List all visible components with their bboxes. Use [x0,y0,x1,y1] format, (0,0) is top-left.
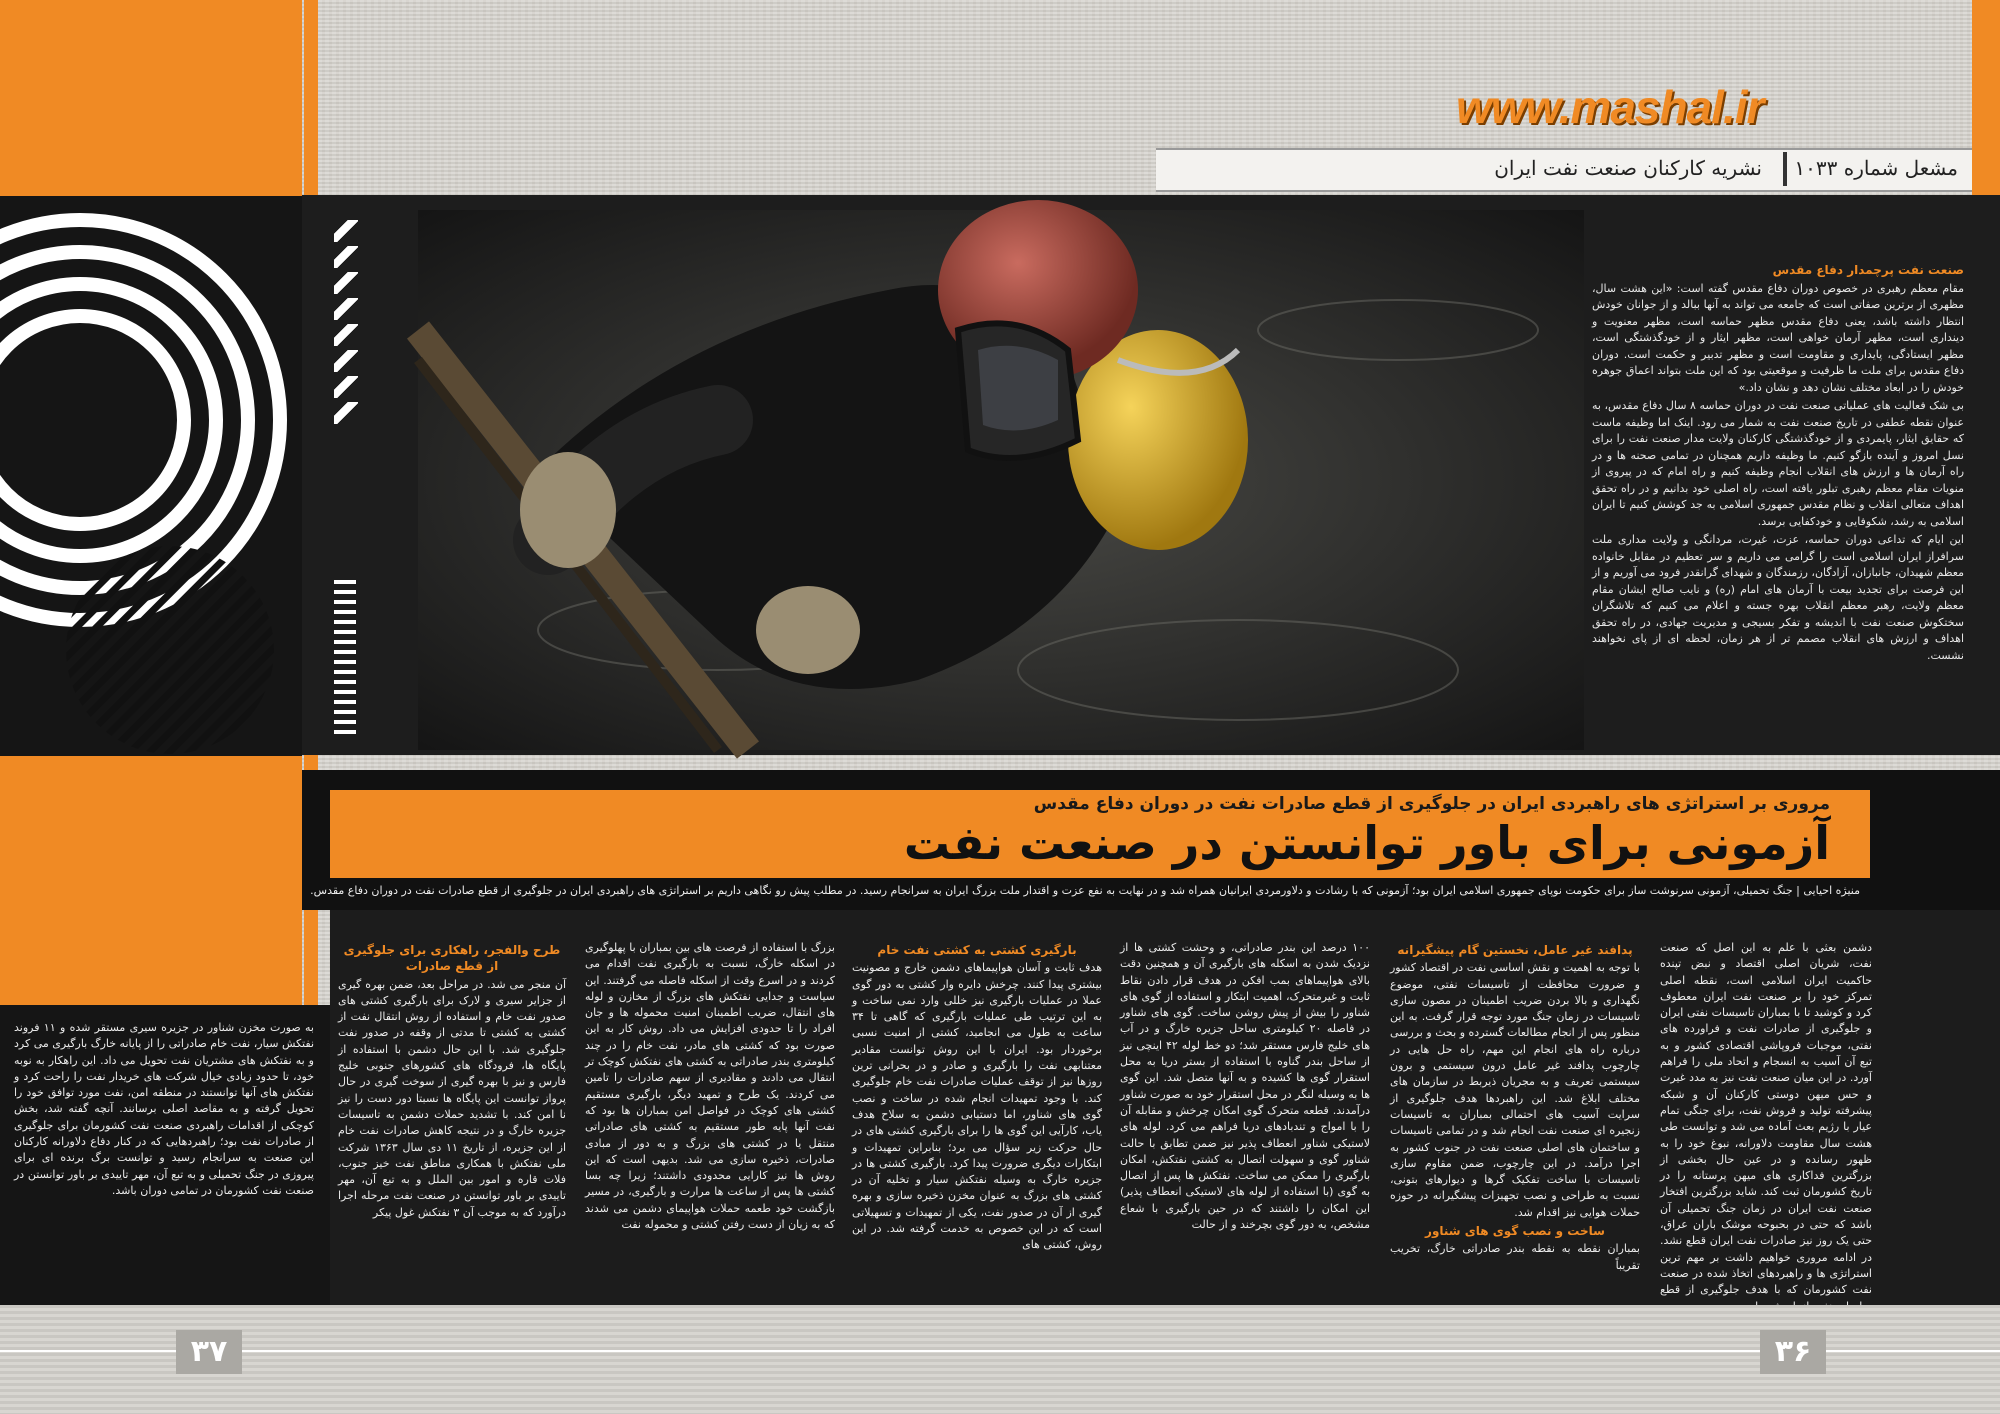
article-column [852,940,1102,1305]
diver-photo [418,210,1584,750]
sidebar-heading: صنعت نفت پرچمدار دفاع مقدس [1772,263,1964,277]
column-text: ۱۰۰ درصد این بندر صادراتی، و وحشت کشتی ها از نزدیک شدن به اسکله های بارگیری آن و همچنین دقت بالای هواپیماهای بمب افکن در هدف قرار دادن نقاط ثابت و غیرمتحرک، اهمیت ابتکار و استفاده از گوی های شناور را بیش از پیش روشن ساخت. گوی های شناور در فاصله ۲۰ کیلومتری ساحل جزیره خارگ و در آب های خلیج فارس مستقر شد؛ دو خط لوله ۴۲ اینچی نیز از ساحل بندر گناوه با استفاده از بستر دریا به محل استقرار گوی ها کشیده و به آنها متصل شد. این گوی ها به وسیله لنگر در محل استقرار خود به صورت شناور درآمدند. قطعه متحرک گوی امکان چرخش و مقابله آن را با امواج و تندبادهای دریا فراهم می کرد. لوله های لاستیکی شناور انعطاف پذیر نیز ضمن تطابق با حالت شناور گوی و سهولت اتصال به کشتی نفتکش، امکان بارگیری را ممکن می ساخت. نفتکش ها پس از اتصال به گوی (با استفاده از لوله های لاستیکی انعطاف پذیر) این امکان را داشتند که در حین بارگیری با شعاع مشخص، به دور گوی بچرخند و از حالت [1120,941,1371,1232]
issue-header [1156,148,1972,192]
sidebar-paragraph: مقام معظم رهبری در خصوص دوران دفاع مقدس گفته است: «این هشت سال، مظهری از برترین صفاتی است که جامعه می تواند به آنها ببالد و از جوانان خودش انتظار داشته باشد، یعنی دفاع مقدس مظهر حماسه است، مظهر معنویت و دینداری است، مظهر آرمان خواهی است، مظهر ایثار و از خودگذشتگی است، مظهر ایستادگی، پایداری و مقاومت است و مظهر تدبیر و حکمت است. دوران دفاع مقدس برای ملت ما ظرفیت و موقعیتی بود که این ملت بتواند اعماق جوهره خودش را در ابعاد مختلف نشان دهد و نشان داد.» [1592,281,1964,394]
column-text: با توجه به اهمیت و نقش اساسی نفت در اقتصاد کشور و ضرورت محافظت از تاسیسات نفتی، موضوع نگهداری و بالا بردن ضریب اطمینان در مصون سازی تاسیسات در زمان جنگ مورد توجه قرار گرفت. به این منظور پس از انجام مطالعات گسترده و بحث و بررسی درباره راه های انجام این مهم، راه حل هایی در چارچوب پدافند غیر عامل درون سیستمی و برون سیستمی تعریف و به مجریان ذیربط در سازمان های مختلف ابلاغ شد. این راهبردها هدف جلوگیری از سرایت آسیب های احتمالی بمباران به تاسیسات زنجیره ای صنعت نفت انجام شد و در تمامی تاسیسات و ساختمان های اصلی صنعت نفت در جنوب کشور به اجرا درآمد. در این چارچوب، ضمن مقاوم سازی تاسیسات با ساخت تفکیک گرها و دیوارهای بتونی، نسبت به طراحی و نصب تجهیزات پیشگیرانه در حوزه حملات هوایی نیز اقدام شد. [1390,961,1640,1219]
article-lead: منیژه احیایی | جنگ تحمیلی، آزمونی سرنوشت ساز برای حکومت نوپای جمهوری اسلامی ایران بود؛ آزمونی که با رشادت و دلاورمردی ایرانیان همراه شد و در نهایت به نفع عزت و اقتدار ملت بزرگ ایران به سرانجام رسید. در مطلب پیش رو نگاهی داریم بر استراتژی های راهبردی ایران در جلوگیری از قطع صادرات نفت در دوران دفاع مقدس. [310,884,1860,897]
publication-title: نشریه کارکنان صنعت نفت ایران [1494,156,1762,180]
sidebar-paragraph: بی شک فعالیت های عملیاتی صنعت نفت در دوران حماسه ۸ سال دفاع مقدس، به عنوان نقطه عطفی در تاریخ صنعت نفت به شمار می رود. اینک اما وظیفه ماست که حقایق ایثار، پایمردی و از خودگذشتگی کارکنان ولایت مدار صنعت نفت را برای نسل امروز و آینده بازگو کنیم. ما وظیفه داریم همچنان در تمامی صحنه ها و در راه آرمان ها و ارزش های انقلاب انجام وظیفه کنیم و راه امام که در پیروی از منویات مقام معظم رهبری تبلور یافته است، راه اصلی خود بدانیم و در راه تحقق اهداف متعالی انقلاب و نظام مقدس جمهوری اسلامی به جد کوشش کنیم تا ایران اسلامی به رشد، شکوفایی و خودکفایی برسد. [1592,399,1964,528]
column-text: بمباران نقطه به نقطه بندر صادراتی خارگ، تخریب تقریباً [1390,1242,1640,1272]
article-column [1390,940,1640,1305]
sidebar-article [1592,262,1964,752]
article-column [1120,940,1370,1305]
striped-circle-decoration [60,540,280,760]
header-divider [1783,152,1787,186]
page-number-left: ۳۷ [176,1330,242,1374]
footer-strip [0,1305,2000,1414]
column-text: به صورت مخزن شناور در جزیره سیری مستقر شده و ۱۱ فروند نفتکش سیار، نفت خام صادراتی را از پایانه خارگ بارگیری می کرد و به نفتکش های مشتریان نفت تحویل می داد. این راهکار به نوبه خود، تا حدود زیادی خیال شرکت های خریدار نفت را راحت کرد و نفتکش های آنها توانستند در منطقه امن، نفت مورد توافق خود را تحویل گرفته و به مقاصد اصلی برسانند. آنچه گفته شد، بخش کوچکی از اقدامات راهبردی صنعت نفت کشورمان برای جلوگیری از صادرات نفت بود؛ راهبردهایی که در کنار دفاع دلاورانه کارکنان این صنعت به سرانجام رسید و توانست برگ برنده ای برای پیروزی در جنگ تحمیلی و به تبع آن، مهر تاییدی بر باور توانستن در صنعت نفت کشورمان در تمامی دوران باشد. [14,1021,314,1197]
footer-line [242,1350,1760,1352]
column-text: بزرگ با استفاده از فرصت های بین بمباران با پهلوگیری در اسکله خارگ، نسبت به بارگیری نفت اقدام می کردند و در اسرع وقت از اسکله فاصله می گرفتند. این سیاست و جدایی نفتکش های بزرگ از مخازن و لوله های انتقال، ضریب اطمینان امنیت محموله ها و جان افراد را تا حدودی افزایش می داد. روش کار به این صورت بود که کشتی های مادر، نفت خام را در چند کیلومتری بندر صادراتی به کشتی های نفتکش کوچک تر انتقال می دادند و مقادیری از سهم صادرات را تامین می کردند. یک طرح و تمهید دیگر، بارگیری مستقیم کشتی های کوچک در فواصل امن بمباران ها بود که نفت آنها پایه طور مستقیم به کشتی های صادراتی منتقل یا در کشتی های بزرگ و به دور از مبادی صادرات، ذخیره سازی می شد. بدیهی است که این روش ها نیز کارایی محدودی داشتند؛ زیرا چه بسا کشتی ها پس از ساعت ها مرارت و بارگیری، در مسیر بازگشت خود طعمه حملات هواپیمای دشمن می شدند که به زیان از دست رفتن کشتی و محموله نفت [585,941,835,1232]
chevron-decoration [334,220,358,428]
bar-decoration [334,580,356,740]
issue-number: مشعل شماره ۱۰۳۳ [1794,156,1958,180]
site-url[interactable]: www.mashal.ir [1456,81,1764,133]
article-kicker: مروری بر استراتژی های راهبردی ایران در جلوگیری از قطع صادرات نفت در دوران دفاع مقدس [1033,794,1830,814]
footer-line [0,1350,176,1352]
sidebar-paragraph: این ایام که تداعی دوران حماسه، عزت، غیرت، مردانگی و ولایت مداری ملت سرافراز ایران اسلامی است را گرامی می داریم و سر تعظیم در مقابل خانواده معظم شهیدان، جانبازان، آزادگان، رزمندگان و شهدای گرانقدر فرود می آوریم و از این فرصت برای تجدید بیعت با آرمان های امام (ره) و نایب صالح ایشان مقام معظم ولایت، رهبر معظم انقلاب بهره جسته و اعلام می کنیم که تلاشگران سختکوش صنعت نفت با اندیشه و تفکر بسیجی و مدیریت جهادی، در راه تحقق اهداف و ارزش های انقلاب مصمم تر از هر زمان، لحظه ای از پای نخواهند نشست. [1592,533,1964,662]
article-body [0,920,2000,1305]
column-text: هدف ثابت و آسان هواپیماهای دشمن خارج و مصونیت بیشتری پیدا کنند. چرخش دایره وار کشتی به دور گوی عملا در عملیات بارگیری نیز خللی وارد نمی ساخت و به این ترتیب طی عملیات بارگیری که گاهی تا ۳۴ ساعت به طول می انجامید، کشتی از امنیت نسبی برخوردار بود. ایران با این روش توانست مقادیر معتنابهی نفت را بارگیری و صادر و در بحرانی ترین روزها نیز از توقف عملیات صادرات نفت خام جلوگیری کند. با وجود تمهیدات انجام شده در ساخت و نصب گوی های شناور، اما دستیابی دشمن به سلاح هدف یاب، کارآیی این گوی ها را برای بارگیری کشتی های در حال حرکت زیر سؤال می برد؛ بنابراین تمهیدات و ابتکارات دیگری ضرورت پیدا کرد. بارگیری کشتی ها در جزیره خارگ به وسیله نفتکش سیار و تخلیه آن در کشتی های بزرگ به عنوان مخزن ذخیره سازی و بهره گیری از آن در صدور نفت، یکی از تمهیدات و تسهیلاتی است که در این خصوص به خدمت گرفته شد. در این روش، کشتی های [852,961,1102,1252]
article-headline: آزمونی برای باور توانستن در صنعت نفت [903,816,1830,870]
title-band [330,790,1870,878]
column-heading: بارگیری کشتی به کشتی نفت خام [877,943,1077,957]
footer-line [1826,1350,2000,1352]
diver-icon [418,210,1584,750]
column-heading: پدافند غیر عامل، نخستین گام پیشگیرانه [1397,943,1633,957]
column-text: دشمن بعثی با علم به این اصل که صنعت نفت، شریان اصلی اقتصاد و نبض تپنده حاکمیت ایران اسلامی است، نقطه اصلی تمرکز خود را بر صنعت نفت ایران معطوف کرد و کوشید تا با بمباران تاسیسات نفتی ایران و جلوگیری از صادرات نفت و فراورده های نفتی، موجبات فروپاشی اقتصادی کشور و به تبع آن آسیب به انسجام و اتحاد ملی را فراهم آورد. در این میان صنعت نفت نیز به مدد غیرت و حس میهن دوستی کارکنان آن و شبکه پیشرفته تولید و فروش نفت، برای جنگی تمام عیار با رژیم بعث آماده می شد و توانست طی هشت سال مقاومت دلاورانه، نبوغ خود را به ظهور رسانده و در عین حال بخشی از بزرگترین فداکاری های میهن پرستانه را در تاریخ کشورمان ثبت کند. شاید بزرگترین افتخار صنعت نفت ایران در زمان جنگ تحمیلی آن باشد که حتی در بحبوحه موشک باران عراق، حتی یک روز نیز صادرات نفت ایران قطع نشد. در ادامه مروری خواهیم داشت بر مهم ترین استراتژی ها و راهبردهای اتخاذ شده در صنعت نفت کشورمان که با هدف جلوگیری از قطع [1660,941,1872,1297]
article-column [338,940,566,1305]
article-column [585,940,835,1305]
article-column [14,1020,314,1305]
article-column [1660,940,1872,1305]
column-text: آن منجر می شد. در مراحل بعد، ضمن بهره گیری از جزایر سیری و لارک برای بارگیری کشتی های صدور نفت خام و استفاده از روش انتقال نفت از کشتی به کشتی تا مدتی از وقفه در صدور نفت جلوگیری شد. با این حال دشمن با استفاده از پایگاه ها، فرودگاه های کشورهای جنوبی خلیج فارس و نیز با بهره گیری از سوخت گیری در حال پرواز توانست این پایگاه ها نسبتا دور دست را نیز نا امن کند. با تشدید حملات دشمن به تاسیسات جزیره خارگ و در نتیجه کاهش صادرات نفت خام از این جزیره، از تاریخ ۱۱ دی سال ۱۳۶۳ شرکت ملی نفتکش با همکاری مناطق نفت خیز جنوب، فلات قاره و امور بین الملل و به تبع آن، مهر تاییدی بر باور توانستن در صنعت نفت مرحله اجرا درآورد که به موجب آن ۳ نفتکش غول پیکر [338,977,567,1219]
page-number-right: ۳۶ [1760,1330,1826,1374]
column-heading: طرح والفجر، راهکاری برای جلوگیری از قطع صادرات [343,943,561,974]
column-heading: ساخت و نصب گوی های شناور [1425,1224,1605,1239]
orange-right-strip [1972,0,2000,195]
